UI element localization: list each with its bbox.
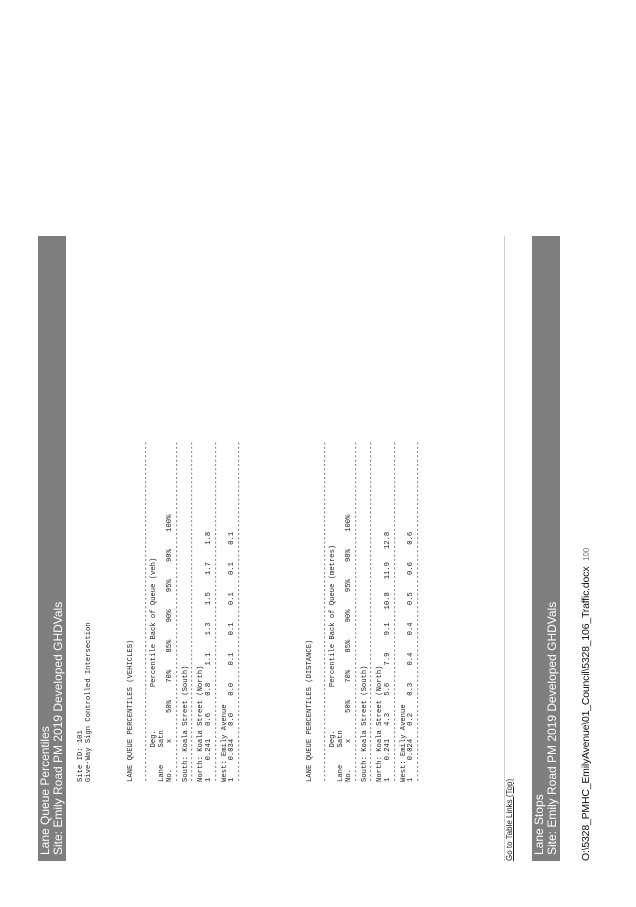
table-row: 1 0.241 4.3 5.6 7.9 9.1 10.8 11.9 12.8 xyxy=(383,531,392,782)
table-rule: ------------------------------------------------------------------------------- xyxy=(415,441,424,782)
go-to-table-links[interactable]: Go to Table Links (Top) xyxy=(505,778,514,861)
table-rule: ------------------------------------------------------------------------------- xyxy=(236,441,245,782)
table-header-row: Lane Satn xyxy=(158,730,167,782)
approach-label: West: Emily Avenue xyxy=(220,704,229,782)
table-header-row: No. x 50% 70% 85% 90% 95% 98% 100% xyxy=(344,514,353,782)
site-id-line: Site ID: 101 xyxy=(77,730,85,782)
distance-queue-table xyxy=(307,441,424,782)
table-rule: ------------------------------------------------------------------------------- xyxy=(352,441,361,782)
table-rule: ------------------------------------------------------------------------------- xyxy=(321,441,330,782)
table-header-row: Deg. Percentile Back of Queue (metres) xyxy=(329,544,338,782)
section-header-queue-percentiles xyxy=(38,236,66,861)
approach-label: South: Koala Street (South) xyxy=(181,665,190,782)
table-rule: ------------------------------------------------------------------------------- xyxy=(391,441,400,782)
section-title: Lane Queue Percentiles xyxy=(38,726,52,855)
table-heading: LANE QUEUE PERCENTILES (DISTANCE) xyxy=(306,639,314,782)
approach-label: West: Emily Avenue xyxy=(399,704,408,782)
table-rule: ------------------------------------------------------------------------------- xyxy=(368,441,377,782)
site-control-line: Give-Way Sign Controlled Intersection xyxy=(84,622,93,782)
page-number: 100 xyxy=(582,547,591,561)
table-rule: ------------------------------------------------------------------------------- xyxy=(173,441,182,782)
table-heading: LANE QUEUE PERCENTILES (VEHICLES) xyxy=(127,639,135,782)
table-row: 1 0.034 0.0 0.0 0.1 0.1 0.1 0.1 0.1 xyxy=(228,531,237,782)
table-rule: ------------------------------------------------------------------------------- xyxy=(212,441,221,782)
section-subtitle: Site: Emily Road PM 2019 Developed GHDVals xyxy=(545,601,559,855)
table-rule: ------------------------------------------------------------------------------- xyxy=(142,441,151,782)
table-row: 1 0.024 0.2 0.3 0.4 0.4 0.5 0.6 0.6 xyxy=(407,531,416,782)
table-rule: ------------------------------------------------------------------------------- xyxy=(189,441,198,782)
approach-label: North: Koala Street (North) xyxy=(197,665,206,782)
vehicle-queue-table xyxy=(128,441,245,782)
table-row: 1 0.241 0.6 0.8 1.1 1.3 1.5 1.7 1.8 xyxy=(204,531,213,782)
document-footer xyxy=(580,548,592,861)
approach-label: North: Koala Street (North) xyxy=(376,665,385,782)
site-info xyxy=(78,622,94,782)
section-header-lane-stops xyxy=(532,236,560,861)
table-header-row: No. x 50% 70% 85% 90% 95% 98% 100% xyxy=(165,514,174,782)
section-subtitle: Site: Emily Road PM 2019 Developed GHDVals xyxy=(51,601,65,855)
section-title: Lane Stops xyxy=(532,794,546,855)
approach-label: South: Koala Street (South) xyxy=(360,665,369,782)
table-header-row: Lane Satn xyxy=(337,730,346,782)
divider xyxy=(504,236,505,861)
table-header-row: Deg. Percentile Back of Queue (veh) xyxy=(150,557,159,782)
document-path: O:\5328_PMHC_EmilyAvenue\01_Council\5328_106_Traffic.docx xyxy=(580,566,592,861)
